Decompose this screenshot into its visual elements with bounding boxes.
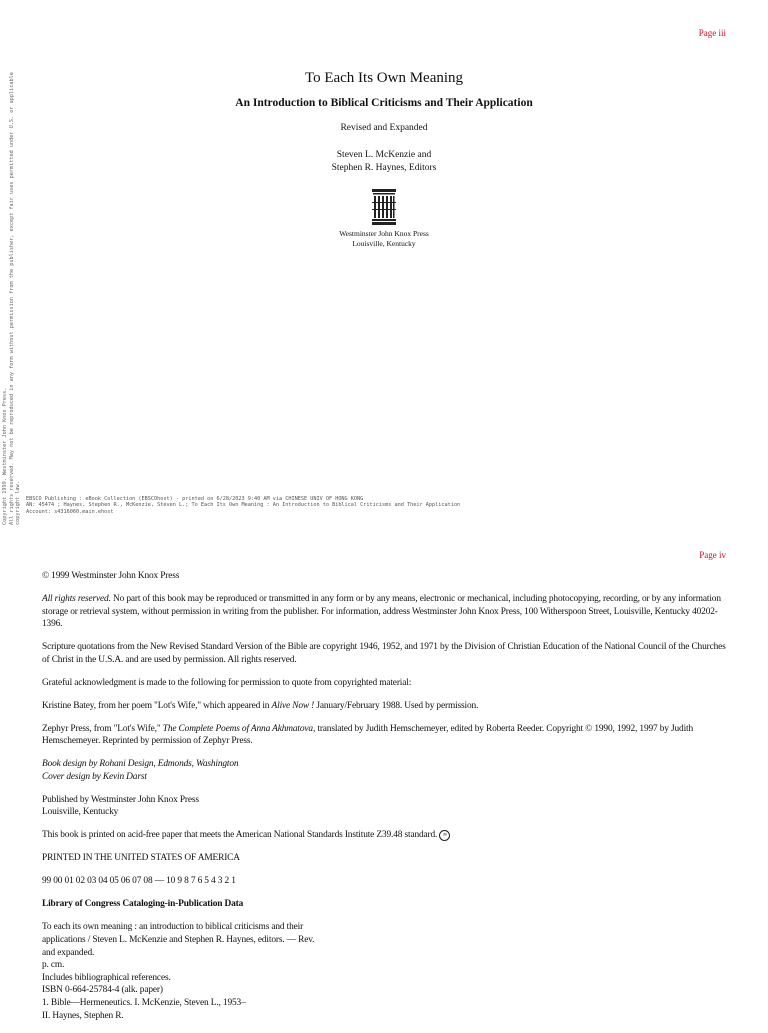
copyright-line: © 1999 Westminster John Knox Press — [42, 571, 180, 581]
cip-line: ISBN 0-664-25784-4 (alk. paper) — [42, 985, 163, 996]
cip-line: and expanded. — [42, 947, 95, 958]
batey-source: Alive Now ! — [271, 700, 315, 711]
page-number-iii: Page iii — [698, 28, 726, 38]
book-title: To Each Its Own Meaning — [304, 70, 464, 86]
title-page — [0, 70, 768, 249]
cip-line: To each its own meaning : an introduction to biblical criticisms and their — [42, 922, 304, 933]
zephyr-text: Zephyr Press, from "Lot's Wife," — [42, 723, 163, 734]
rights-text: No part of this book may be reproduced or transmitted in any form or by any means, electronic or mechanical, including photocopying, recording, or by any information storage or retrieval system, without permission in writing from the publisher. For information, address Westminster John Knox Press, 100 Witherspoon Street, Louisville, Kentucky 40202-1396. — [42, 593, 721, 630]
batey-text-end: January/February 1988. Used by permission. — [314, 700, 479, 711]
rights-paragraph — [42, 593, 726, 631]
acknowledgment-paragraph: Grateful acknowledgment is made to the following for permission to quote from copyrighted material: — [42, 677, 412, 688]
scripture-paragraph: Scripture quotations from the New Revised Standard Version of the Bible are copyright 1946, 1952, and 1971 by the Division of Christian Education of the National Council of the Churches of Christ in the U.S.A. and are used by permission. All rights reserved. — [42, 642, 726, 665]
footer-note-line: Account: s4316060.main.ehost — [26, 508, 114, 515]
publisher-building-icon — [372, 189, 396, 225]
publisher-name: Westminster John Knox Press — [339, 229, 429, 238]
publisher-imprint — [0, 229, 768, 249]
book-subtitle: An Introduction to Biblical Criticisms and Their Application — [235, 97, 533, 109]
cip-data — [42, 921, 726, 1022]
copyright-page — [42, 570, 726, 1033]
cip-line: Includes bibliographical references. — [42, 972, 171, 983]
cip-line: applications / Steven L. McKenzie and Stephen R. Haynes, editors. — Rev. — [42, 934, 315, 945]
ebsco-footer-note — [26, 496, 746, 515]
batey-text: Kristine Batey, from her poem "Lot's Wife," which appeared in — [42, 700, 272, 711]
publisher-city: Louisville, Kentucky — [352, 239, 416, 248]
batey-credit — [42, 700, 726, 713]
side-note-line: copyright law. — [15, 481, 21, 525]
edition-note: Revised and Expanded — [340, 123, 428, 133]
printed-in-line: PRINTED IN THE UNITED STATES OF AMERICA — [42, 853, 240, 864]
cip-line: II. Haynes, Stephen R. — [42, 1010, 124, 1021]
rights-reserved-emphasis: All rights reserved. — [42, 593, 111, 604]
cip-heading: Library of Congress Cataloging-in-Publication Data — [42, 899, 244, 910]
acid-free-note — [42, 829, 726, 842]
published-by — [42, 794, 726, 819]
footer-note-line: AN: 45474 ; Haynes, Stephen R., McKenzie, Steven L.; To Each Its Own Meaning : An Introduction to Biblical Criticisms and Their Application — [26, 502, 461, 509]
editor-line: Steven L. McKenzie and — [336, 150, 432, 160]
cip-line: 1. Bible—Hermeneutics. I. McKenzie, Steven L., 1953– — [42, 997, 246, 1008]
editor-line: Stephen R. Haynes, Editors — [331, 163, 437, 173]
zephyr-source: The Complete Poems of Anna Akhmatova, — [162, 723, 316, 734]
infinity-icon: ∞ — [439, 830, 450, 841]
published-place-line: Louisville, Kentucky — [42, 807, 119, 818]
cip-line: p. cm. — [42, 960, 65, 971]
acid-free-text: This book is printed on acid-free paper that meets the American National Standards Institute Z39.48 standard. — [42, 830, 440, 841]
book-design-credit: Book design by Rohani Design, Edmonds, Washington — [42, 759, 239, 770]
footer-note-line: EBSCO Publishing : eBook Collection (EBSCOhost) - printed on 6/28/2023 9:40 AM via CHINESE UNIV OF HONG KONG — [26, 496, 364, 502]
cover-design-credit: Cover design by Kevin Darst — [42, 771, 147, 782]
zephyr-credit — [42, 723, 726, 748]
zephyr-text-end: translated by Judith Hemschemeyer, edited by Roberta Reeder. Copyright © 1990, 1992, 1997 by Judith Hemschemeyer. Reprinted by permission of Zephyr Press. — [42, 723, 694, 747]
editors — [0, 149, 768, 175]
design-credits — [42, 758, 726, 783]
print-run-line: 99 00 01 02 03 04 05 06 07 08 — 10 9 8 7 6 5 4 3 2 1 — [42, 876, 236, 887]
page-number-iv: Page iv — [699, 550, 726, 560]
published-by-line: Published by Westminster John Knox Press — [42, 794, 199, 805]
side-note-line: All rights reserved. May not be reproduced in any form without permission from the publisher, except fair uses permitted under U.S. or applicable — [8, 72, 15, 525]
side-note-line: Copyright 1999. Westminster John Knox Press. — [2, 387, 8, 525]
